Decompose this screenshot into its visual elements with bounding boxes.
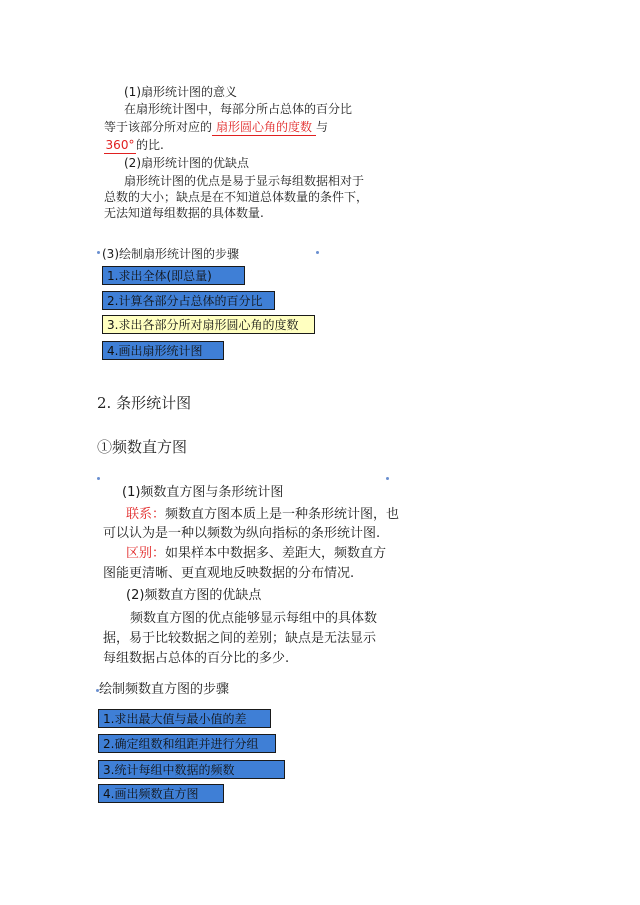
selection-handle-dot — [386, 477, 389, 480]
histogram-diff-text: 如果样本中数据多、差距大，频数直方 — [165, 546, 387, 561]
histogram-proscons-title: (2)频数直方图的优缺点 — [126, 588, 262, 603]
histogram-steps-title: 绘制频数直方图的步骤 — [99, 682, 230, 697]
selection-handle-dot — [97, 477, 100, 480]
pie-meaning-line2-pre: 等于该部分所对应的 — [104, 120, 213, 134]
histogram-proscons-line3: 每组数据占总体的百分比的多少. — [103, 651, 290, 666]
pie-proscons-line3: 无法知道每组数据的具体数量. — [104, 206, 264, 220]
pie-meaning-degree-blank: 360° — [105, 138, 135, 152]
histogram-diff-label: 区别： — [126, 546, 166, 561]
pie-meaning-answer-blank: 扇形圆心角的度数 — [212, 119, 316, 136]
pie-meaning-line1: 在扇形统计图中，每部分所占总体的百分比 — [124, 102, 353, 116]
subsection-heading-histogram: ①频数直方图 — [97, 438, 188, 456]
pie-step-2: 2.计算各部分占总体的百分比 — [102, 291, 275, 310]
histogram-step-4: 4.画出频数直方图 — [98, 784, 224, 803]
pie-meaning-line3-post: 的比. — [136, 138, 164, 152]
histogram-proscons-line2: 据，易于比较数据之间的差别；缺点是无法显示 — [103, 631, 377, 646]
histogram-step-3: 3.统计每组中数据的频数 — [98, 760, 285, 779]
histogram-link-label: 联系： — [126, 507, 166, 522]
pie-step-1: 1.求出全体(即总量) — [102, 266, 245, 285]
selection-handle-dot — [97, 251, 100, 254]
histogram-link-line1 — [126, 506, 399, 523]
histogram-step-1: 1.求出最大值与最小值的差 — [98, 709, 271, 728]
histogram-diff-line1 — [126, 545, 386, 562]
pie-proscons-line2: 总数的大小；缺点是在不知道总体数量的条件下， — [104, 190, 369, 204]
histogram-diff-line2: 图能更清晰、更直观地反映数据的分布情况. — [103, 566, 355, 581]
pie-proscons-title: (2)扇形统计图的优缺点 — [124, 156, 249, 170]
histogram-compare-title: (1)频数直方图与条形统计图 — [122, 485, 284, 500]
histogram-step-2: 2.确定组数和组距并进行分组 — [98, 734, 276, 753]
pie-steps-title: (3)绘制扇形统计图的步骤 — [102, 247, 239, 261]
pie-step-4: 4.画出扇形统计图 — [102, 341, 224, 360]
section-heading-bar-chart: 2. 条形统计图 — [97, 394, 192, 412]
selection-handle-dot — [316, 251, 319, 254]
histogram-link-line2: 可以认为是一种以频数为纵向指标的条形统计图. — [103, 526, 381, 541]
pie-proscons-line1: 扇形统计图的优点是易于显示每组数据相对于 — [124, 174, 365, 188]
pie-meaning-line3 — [104, 137, 164, 154]
histogram-link-text: 频数直方图本质上是一种条形统计图，也 — [165, 507, 400, 522]
pie-meaning-line2-post: 与 — [316, 120, 329, 134]
histogram-proscons-line1: 频数直方图的优点能够显示每组中的具体数 — [130, 611, 378, 626]
pie-meaning-title: (1)扇形统计图的意义 — [124, 85, 237, 99]
pie-step-3: 3.求出各部分所对扇形圆心角的度数 — [102, 315, 315, 334]
pie-meaning-line2 — [104, 119, 328, 136]
